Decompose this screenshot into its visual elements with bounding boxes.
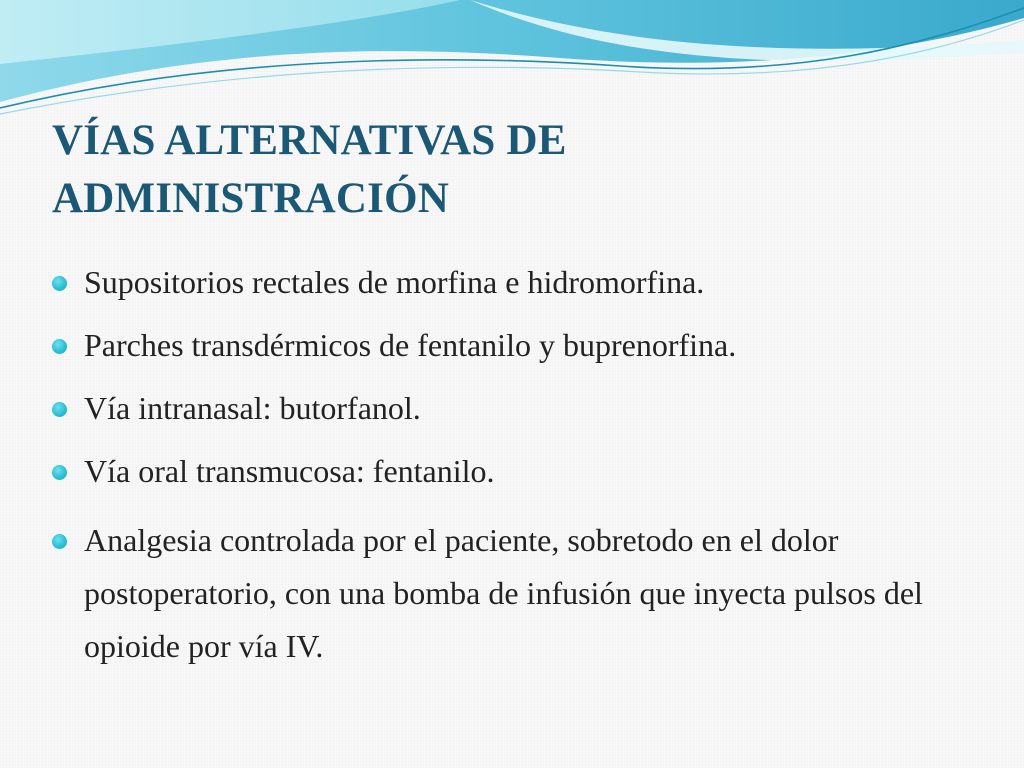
title-line-1: VÍAS ALTERNATIVAS DE <box>52 117 567 164</box>
bullet-text: Analgesia controlada por el paciente, sobretodo en el dolor postoperatorio, con una bomba de infusión que inyecta pulsos del opioide por vía IV. <box>84 522 923 664</box>
bullet-item <box>52 262 952 303</box>
bullet-dot-icon <box>52 534 67 549</box>
bullet-dot-icon <box>52 465 67 480</box>
bullet-item <box>52 325 952 366</box>
bullet-list <box>52 262 952 695</box>
bullet-item <box>52 451 952 492</box>
title-line-2: ADMINISTRACIÓN <box>52 175 450 222</box>
bullet-dot-icon <box>52 339 67 354</box>
bullet-text: Supositorios rectales de morfina e hidromorfina. <box>84 264 705 300</box>
header-wave-decoration <box>0 0 1024 130</box>
bullet-item <box>52 388 952 429</box>
bullet-text: Vía oral transmucosa: fentanilo. <box>84 453 495 489</box>
slide-title <box>52 112 952 228</box>
bullet-text: Parches transdérmicos de fentanilo y buprenorfina. <box>84 327 737 363</box>
bullet-text: Vía intranasal: butorfanol. <box>84 390 421 426</box>
bullet-item <box>52 514 952 673</box>
bullet-dot-icon <box>52 402 67 417</box>
bullet-dot-icon <box>52 276 67 291</box>
